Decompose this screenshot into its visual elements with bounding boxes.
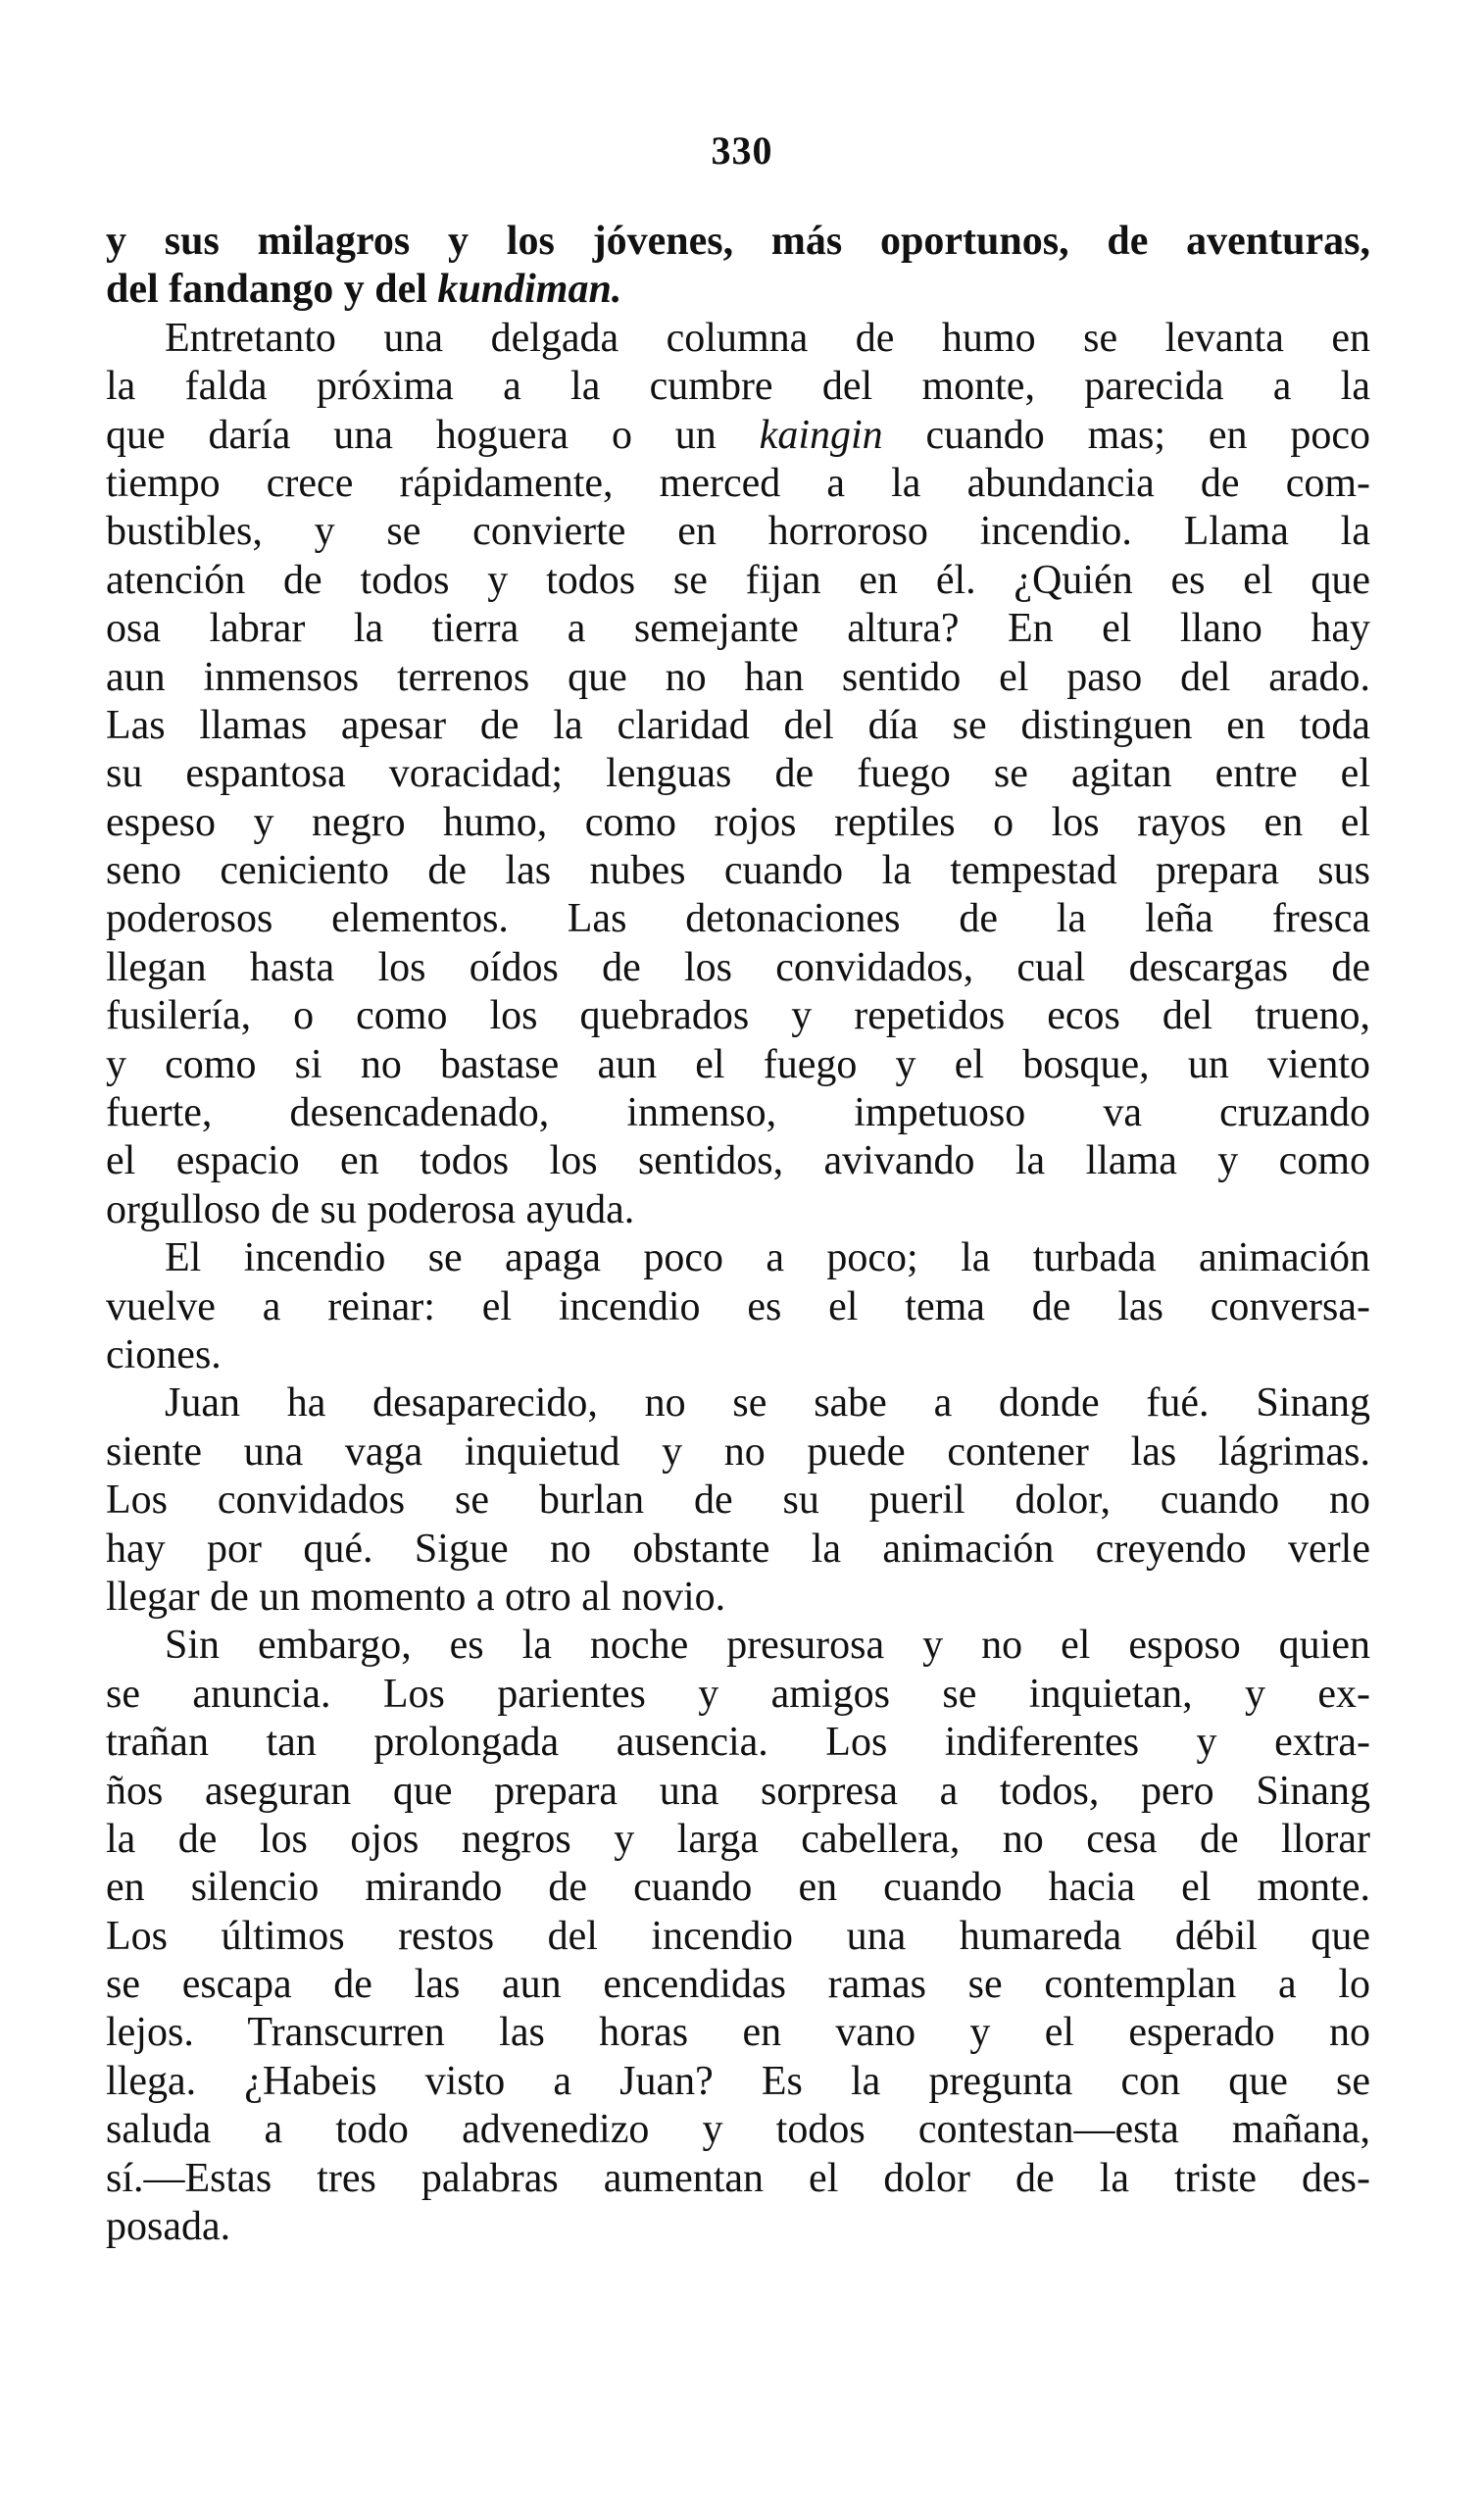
text-segment: Entretanto una delgada columna de humo se levanta en [165,315,1370,361]
text-line: vuelve a reinar: el incendio es el tema de las conversa- [106,1283,1370,1329]
text-line: atención de todos y todos se fijan en él. ¿Quién es el que [106,557,1370,603]
text-line: trañan tan prolongada ausencia. Los indiferentes y extra- [106,1720,1370,1766]
text-line: saluda a todo advenedizo y todos contestan—esta mañana, [106,2107,1370,2153]
text-line: y sus milagros y los jóvenes, más oportunos, de aventuras, [106,219,1370,264]
text-line: espeso y negro humo, como rojos reptiles o los rayos en el [106,799,1370,845]
text-line: y como si no bastase aun el fuego y el bosque, un viento [106,1041,1370,1087]
text-line: ños aseguran que prepara una sorpresa a todos, pero Sinang [106,1768,1370,1814]
page-number: 330 [711,128,773,173]
text-line: fusilería, o como los quebrados y repetidos ecos del trueno, [106,993,1370,1039]
text-line: la de los ojos negros y larga cabellera, no cesa de llorar [106,1816,1370,1862]
text-line: Los últimos restos del incendio una humareda débil que [106,1913,1370,1959]
text-line: se anuncia. Los parientes y amigos se inquietan, y ex- [106,1671,1370,1717]
text-line: el espacio en todos los sentidos, avivando la llama y como [106,1138,1370,1184]
text-line: Los convidados se burlan de su pueril dolor, cuando no [106,1477,1370,1524]
text-line: seno ceniciento de las nubes cuando la tempestad prepara sus [106,848,1370,894]
text-segment: cuando mas; en poco [882,412,1370,458]
text-line: Sin embargo, es la noche presurosa y no el esposo quien [165,1623,1370,1669]
text-line: en silencio mirando de cuando en cuando hacia el monte. [106,1865,1370,1911]
text-line: fuerte, desencadenado, inmenso, impetuoso va cruzando [106,1090,1370,1136]
text-line: se escapa de las aun encendidas ramas se contemplan a lo [106,1962,1370,2008]
text-line: tiempo crece rápidamente, merced a la abundancia de com- [106,460,1370,506]
text-line: sí.—Estas tres palabras aumentan el dolor de la triste des- [106,2155,1370,2201]
text-line: orgulloso de su poderosa ayuda. [106,1186,635,1232]
text-line: osa labrar la tierra a semejante altura? En el llano hay [106,606,1370,652]
text-line: llega. ¿Habeis visto a Juan? Es la pregunta con que se [106,2058,1370,2104]
text-line [106,266,1370,314]
text-line: lejos. Transcurren las horas en vano y el esperado no [106,2010,1370,2056]
text-segment: del fandango y del [106,267,438,313]
text-segment: kaingin [759,412,883,458]
body-text [106,218,1370,2251]
text-line: la falda próxima a la cumbre del monte, parecida a la [106,364,1370,410]
text-line: llegan hasta los oídos de los convidados, cual descargas de [106,944,1370,990]
text-line: Las llamas apesar de la claridad del día se distinguen en toda [106,702,1370,748]
text-line: El incendio se apaga poco a poco; la turbada animación [165,1235,1370,1281]
text-line: siente una vaga inquietud y no puede contener las lágrimas. [106,1428,1370,1475]
text-line [106,412,1370,460]
text-line: bustibles, y se convierte en horroroso incendio. Llama la [106,509,1370,555]
text-line: llegar de un momento a otro al novio. [106,1574,726,1620]
text-segment: kundiman. [437,267,622,313]
text-line: aun inmensos terrenos que no han sentido el paso del arado. [106,654,1370,700]
text-line: hay por qué. Sigue no obstante la animación creyendo verle [106,1526,1370,1572]
text-segment: que daría una hoguera o un [106,412,760,458]
text-line [106,315,1370,363]
text-line: poderosos elementos. Las detonaciones de la leña fresca [106,896,1370,942]
text-line: ciones. [106,1331,222,1377]
text-line: Juan ha desaparecido, no se sabe a donde fué. Sinang [165,1380,1370,1427]
text-line: su espantosa voracidad; lenguas de fuego se agitan entre el [106,751,1370,797]
text-line: posada. [106,2204,231,2250]
